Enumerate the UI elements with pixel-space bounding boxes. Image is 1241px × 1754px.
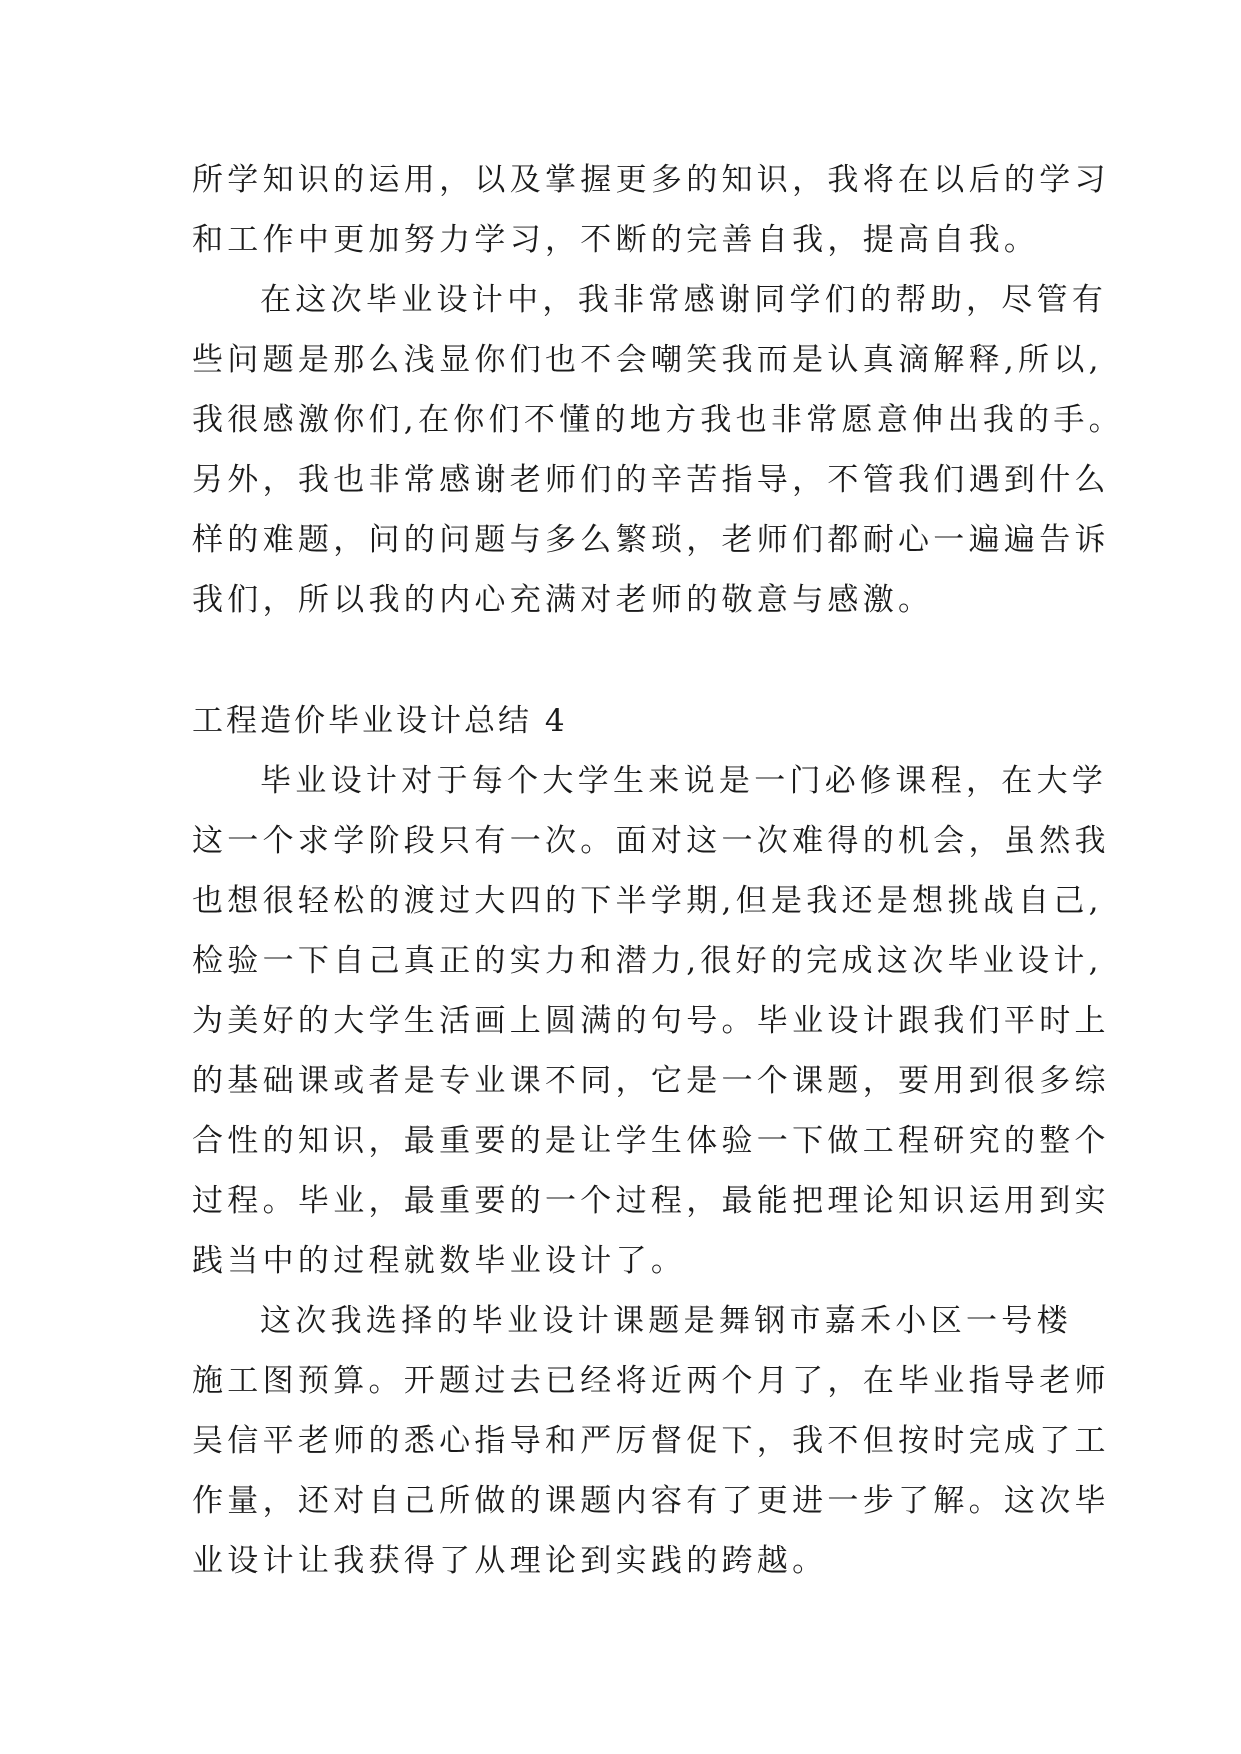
- paragraph-line: 另外，我也非常感谢老师们的辛苦指导，不管我们遇到什么: [192, 462, 1110, 498]
- paragraph-line: 施工图预算。开题过去已经将近两个月了，在毕业指导老师: [192, 1363, 1110, 1399]
- paragraph-line: 合性的知识，最重要的是让学生体验一下做工程研究的整个: [192, 1123, 1110, 1159]
- paragraph-continued: [192, 150, 1110, 270]
- paragraph-line: 的基础课或者是专业课不同，它是一个课题，要用到很多综: [192, 1063, 1110, 1099]
- section-heading: 工程造价毕业设计总结 4: [192, 703, 568, 739]
- paragraph-line: 这一个求学阶段只有一次。面对这一次难得的机会，虽然我: [192, 823, 1110, 859]
- paragraph-line: 毕业设计对于每个大学生来说是一门必修课程，在大学: [260, 763, 1108, 799]
- paragraph-line: 在这次毕业设计中，我非常感谢同学们的帮助，尽管有: [260, 282, 1108, 318]
- paragraph-line: 也想很轻松的渡过大四的下半学期,但是我还是想挑战自己,: [192, 883, 1103, 919]
- paragraph-line: 过程。毕业，最重要的一个过程，最能把理论知识运用到实: [192, 1183, 1110, 1219]
- paragraph-line: 和工作中更加努力学习，不断的完善自我，提高自我。: [192, 222, 1040, 258]
- paragraph-line: 所学知识的运用，以及掌握更多的知识，我将在以后的学习: [192, 162, 1110, 198]
- paragraph-line: 这次我选择的毕业设计课题是舞钢市嘉禾小区一号楼: [260, 1303, 1072, 1339]
- paragraph-line: 我们，所以我的内心充满对老师的敬意与感激。: [192, 582, 934, 618]
- paragraph-thanks: [192, 270, 1124, 630]
- paragraph-line: 我很感激你们,在你们不懂的地方我也非常愿意伸出我的手。: [192, 402, 1124, 438]
- paragraph-line: 践当中的过程就数毕业设计了。: [192, 1243, 687, 1279]
- paragraph-line: 些问题是那么浅显你们也不会嘲笑我而是认真滴解释,所以,: [192, 342, 1103, 378]
- paragraph-line: 作量，还对自己所做的课题内容有了更进一步了解。这次毕: [192, 1483, 1110, 1519]
- paragraph-intro: [192, 751, 1110, 1291]
- paragraph-line: 样的难题，问的问题与多么繁琐，老师们都耐心一遍遍告诉: [192, 522, 1110, 558]
- paragraph-line: 吴信平老师的悉心指导和严厉督促下，我不但按时完成了工: [192, 1423, 1110, 1459]
- paragraph-line: 业设计让我获得了从理论到实践的跨越。: [192, 1543, 828, 1579]
- paragraph-topic: [192, 1291, 1110, 1591]
- paragraph-line: 为美好的大学生活画上圆满的句号。毕业设计跟我们平时上: [192, 1003, 1110, 1039]
- paragraph-line: 检验一下自己真正的实力和潜力,很好的完成这次毕业设计,: [192, 943, 1103, 979]
